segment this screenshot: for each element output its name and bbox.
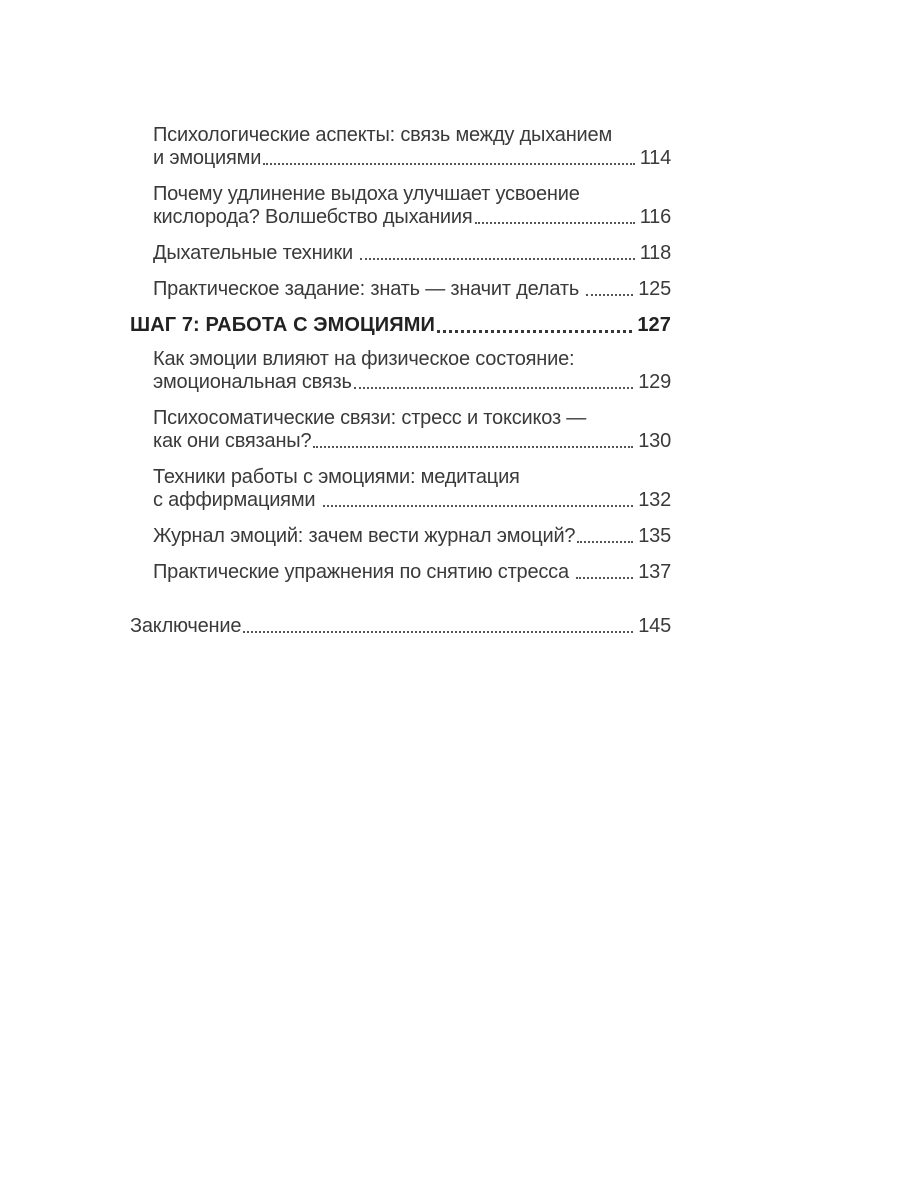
toc-entry xyxy=(130,407,671,453)
dot-leader xyxy=(323,505,634,507)
toc-page-number: 135 xyxy=(638,525,671,547)
toc-page-number: 130 xyxy=(638,430,671,452)
toc-entry-title: Дыхательные техники xyxy=(153,242,359,264)
dot-leader xyxy=(354,387,634,389)
toc-page-number: 137 xyxy=(638,561,671,583)
dot-leader xyxy=(586,294,633,296)
toc-entry-title: Практическое задание: знать — значит делать xyxy=(153,278,585,300)
toc-entry-title-cont: кислорода? Волшебство дыханиия xyxy=(153,206,473,228)
toc-entry-title: Техники работы с эмоциями: медитация xyxy=(153,466,520,488)
table-of-contents xyxy=(130,124,671,651)
toc-entry-title: Заключение xyxy=(130,615,242,637)
toc-entry-title: Журнал эмоций: зачем вести журнал эмоций? xyxy=(153,525,576,547)
toc-page-number: 116 xyxy=(639,206,671,228)
toc-entry-title-cont: эмоциональная связь xyxy=(153,371,352,393)
toc-entry-title: Психосоматические связи: стресс и токсикоз — xyxy=(153,407,587,429)
toc-chapter-title: ШАГ 7: РАБОТА С ЭМОЦИЯМИ xyxy=(130,314,435,336)
toc-entry xyxy=(130,242,671,265)
toc-entry xyxy=(130,525,671,548)
dot-leader xyxy=(437,330,632,333)
toc-page-number: 114 xyxy=(639,147,671,169)
toc-entry xyxy=(130,348,671,394)
dot-leader xyxy=(360,258,634,260)
toc-page-number: 145 xyxy=(638,615,671,637)
dot-leader xyxy=(576,577,633,579)
toc-backmatter-entry xyxy=(130,615,671,638)
toc-page-number: 129 xyxy=(638,371,671,393)
dot-leader xyxy=(577,541,633,543)
toc-entry-title: Психологические аспекты: связь между дыханием xyxy=(153,124,612,146)
toc-entry-title: Как эмоции влияют на физическое состояние: xyxy=(153,348,575,370)
toc-entry xyxy=(130,278,671,301)
toc-entry-title-cont: и эмоциями xyxy=(153,147,262,169)
toc-entry xyxy=(130,561,671,584)
toc-entry-title: Практические упражнения по снятию стресса xyxy=(153,561,575,583)
toc-entry xyxy=(130,466,671,512)
toc-entry-title-cont: с аффирмациями xyxy=(153,489,321,511)
toc-page-number: 118 xyxy=(639,242,671,264)
toc-chapter-entry xyxy=(130,314,671,337)
toc-entry xyxy=(130,124,671,170)
toc-page-number: 132 xyxy=(638,489,671,511)
toc-entry-title-cont: как они связаны? xyxy=(153,430,312,452)
toc-entry-title: Почему удлинение выдоха улучшает усвоение xyxy=(153,183,580,205)
toc-page-number: 125 xyxy=(638,278,671,300)
dot-leader xyxy=(243,631,633,633)
dot-leader xyxy=(263,163,635,165)
dot-leader xyxy=(313,446,633,448)
dot-leader xyxy=(475,222,635,224)
toc-entry xyxy=(130,183,671,229)
toc-page-number: 127 xyxy=(637,314,671,336)
